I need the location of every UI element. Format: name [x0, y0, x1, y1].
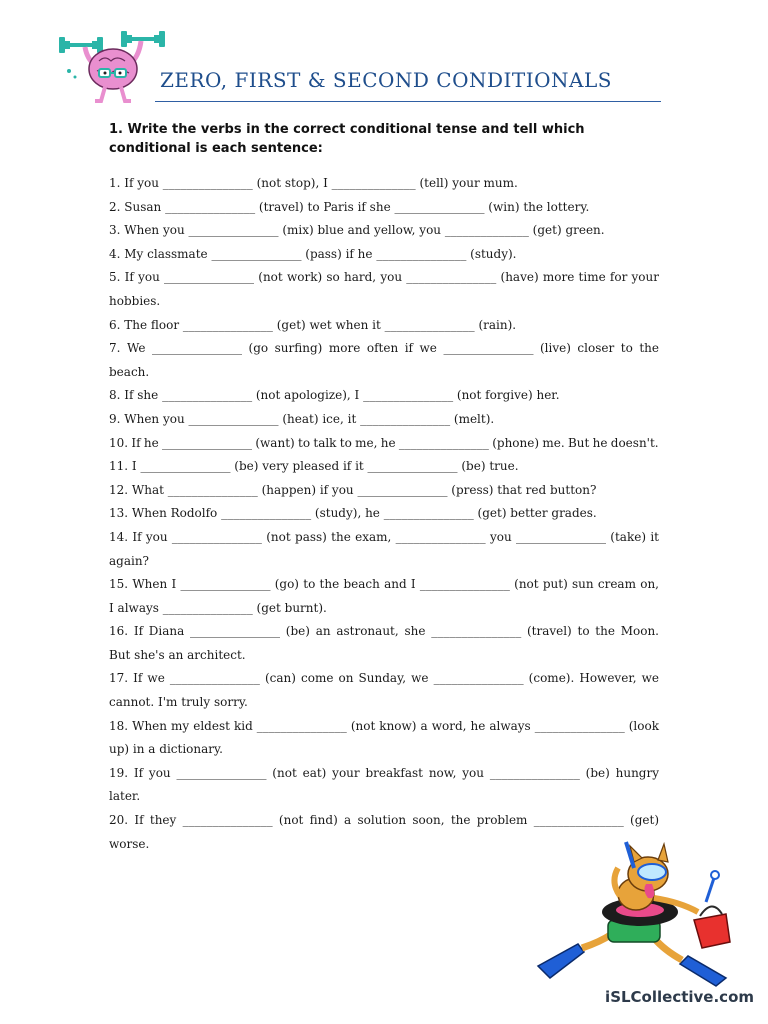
- question-item: 10. If he _______________ (want) to talk to me, he _______________ (phone) me. But he doesn't.: [109, 435, 659, 450]
- question-item: 11. I _______________ (be) very pleased if it _______________ (be) true.: [109, 459, 519, 474]
- worksheet-body: [109, 120, 659, 856]
- question-item: 7. We _______________ (go surfing) more often if we _______________ (live) closer to the beach.: [109, 341, 659, 379]
- question-item: 9. When you _______________ (heat) ice, it _______________ (melt).: [109, 411, 495, 426]
- question-item: 18. When my eldest kid _______________ (not know) a word, he always _______________ (look up) in a dictionary.: [109, 718, 659, 757]
- question-item: 1. If you _______________ (not stop), I ______________ (tell) your mum.: [109, 176, 518, 190]
- exercise-instruction: 1. Write the verbs in the correct conditional tense and tell which conditional is each sentence:: [109, 122, 585, 156]
- question-item: 2. Susan _______________ (travel) to Paris if she _______________ (win) the lottery.: [109, 199, 590, 214]
- question-item: 5. If you _______________ (not work) so hard, you _______________ (have) more time for your hobbies.: [109, 270, 659, 308]
- question-item: 16. If Diana _______________ (be) an astronaut, she _______________ (travel) to the Moon. But she's an architect.: [109, 624, 659, 662]
- brain-mascot-icon: [55, 25, 167, 105]
- question-item: 17. If we _______________ (can) come on Sunday, we _______________ (come). However, we cannot. I'm truly sorry.: [109, 671, 659, 710]
- snorkel-cat-illustration: [530, 838, 745, 988]
- page-title: ZERO, FIRST & SECOND CONDITIONALS: [160, 68, 612, 92]
- question-item: 13. When Rodolfo _______________ (study), he _______________ (get) better grades.: [109, 506, 597, 521]
- question-item: 14. If you _______________ (not pass) the exam, _______________ you _______________ (take) it again?: [109, 529, 659, 568]
- question-item: 19. If you _______________ (not eat) your breakfast now, you _______________ (be) hungry later.: [109, 765, 659, 804]
- question-item: 4. My classmate _______________ (pass) if he _______________ (study).: [109, 246, 517, 261]
- question-item: 15. When I _______________ (go) to the beach and I _______________ (not put) sun cream on, I always _______________ (get burnt).: [109, 577, 659, 615]
- question-item: 3. When you _______________ (mix) blue and yellow, you ______________ (get) green.: [109, 223, 605, 238]
- title-underline: [155, 101, 661, 102]
- question-item: 20. If they _______________ (not find) a solution soon, the problem _______________ (get) worse.: [109, 813, 659, 851]
- question-item: 8. If she _______________ (not apologize), I _______________ (not forgive) her.: [109, 388, 560, 403]
- question-list: [109, 172, 659, 856]
- question-item: 6. The floor _______________ (get) wet when it _______________ (rain).: [109, 317, 517, 332]
- worksheet-header: [0, 0, 768, 110]
- question-item: 12. What _______________ (happen) if you _______________ (press) that red button?: [109, 482, 597, 497]
- site-watermark: iSLCollective.com: [605, 988, 754, 1006]
